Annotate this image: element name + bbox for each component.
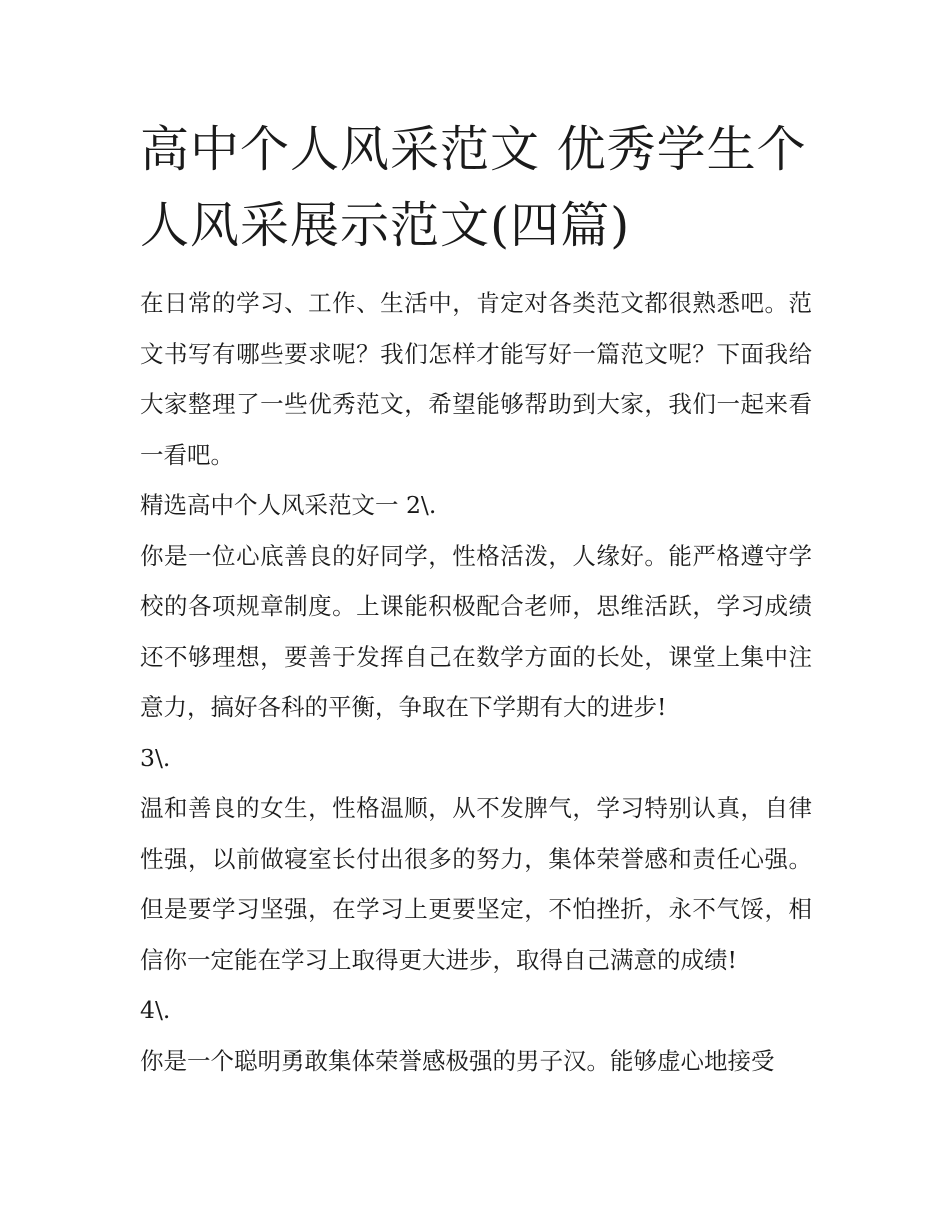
body-paragraph: 你是一个聪明勇敢集体荣誉感极强的男子汉。能够虚心地接受	[140, 1046, 775, 1075]
section-heading-1: 精选高中个人风采范文一 2\.	[140, 491, 437, 519]
intro-paragraph: 在日常的学习、工作、生活中，肯定对各类范文都很熟悉吧。范文书写有哪些要求呢？我们怎样才能写好一篇范文呢？下面我给大家整理了一些优秀范文，希望能够帮助到大家，我们一起来看一看吧。	[140, 289, 812, 469]
body-paragraph: 你是一位心底善良的好同学，性格活泼，人缘好。能严格遵守学校的各项规章制度。上课能积极配合老师，思维活跃，学习成绩还不够理想，要善于发挥自己在数学方面的长处，课堂上集中注意力，搞好各科的平衡，争取在下学期有大的进步!	[140, 541, 812, 721]
body-paragraph: 温和善良的女生，性格温顺，从不发脾气，学习特别认真，自律性强，以前做寝室长付出很多的努力，集体荣誉感和责任心强。但是要学习坚强，在学习上更要坚定，不怕挫折，永不气馁，相信你一定能在学习上取得更大进步，取得自己满意的成绩!	[140, 794, 812, 974]
document-title: 高中个人风采范文 优秀学生个人风采展示范文(四篇)	[140, 121, 807, 254]
item-number-3: 3\.	[140, 743, 171, 772]
item-number-4: 4\.	[140, 996, 171, 1024]
document-page	[140, 112, 812, 1086]
